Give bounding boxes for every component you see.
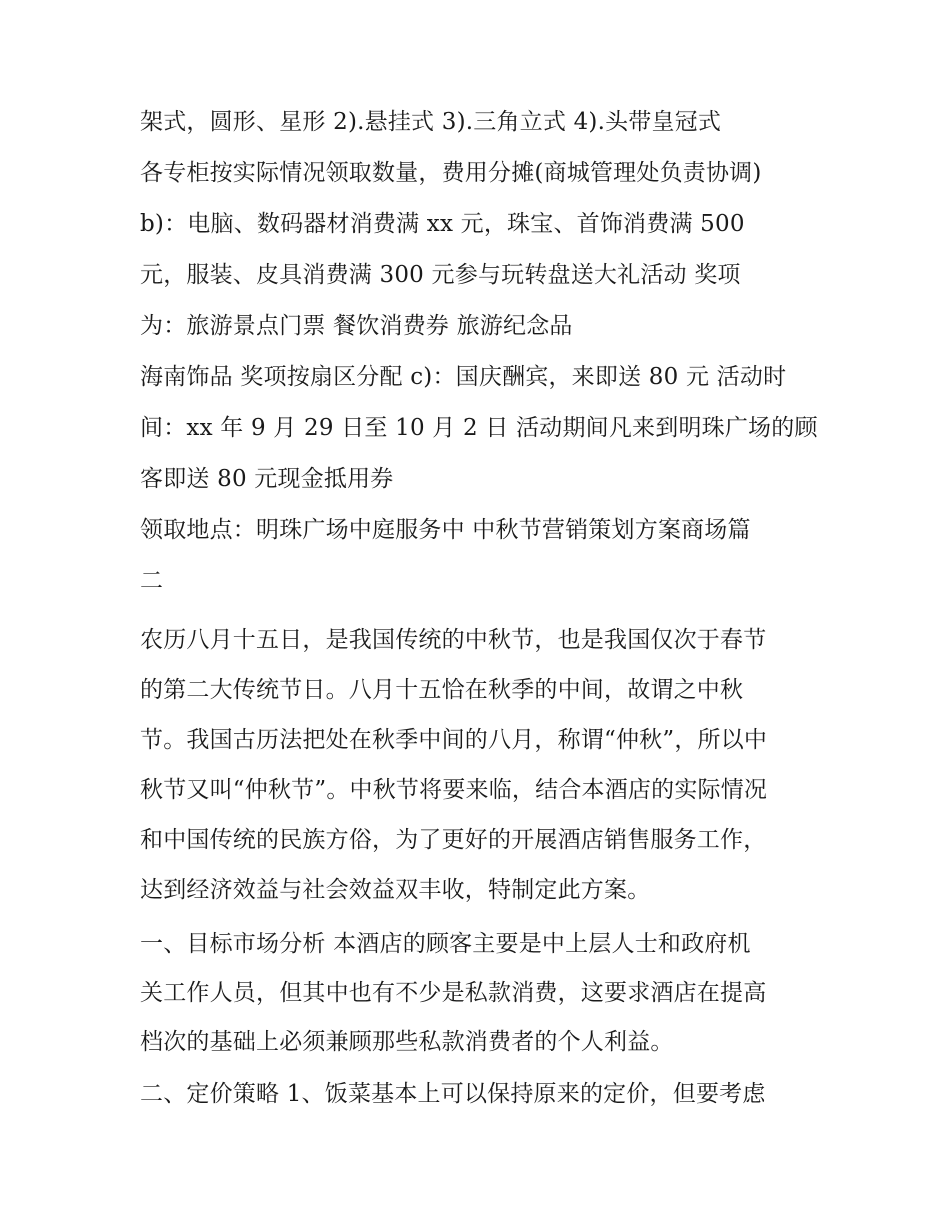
text-line: 和中国传统的民族方俗，为了更好的开展酒店销售服务工作， — [140, 827, 767, 853]
text-line: 领取地点：明珠广场中庭服务中 中秋节营销策划方案商场篇 — [140, 517, 751, 543]
text-line: 的第二大传统节日。八月十五恰在秋季的中间，故谓之中秋 — [140, 677, 744, 703]
text-line: 为：旅游景点门票 餐饮消费券 旅游纪念品 — [140, 313, 573, 339]
text-line: 一、目标市场分析 本酒店的顾客主要是中上层人士和政府机 — [140, 931, 751, 957]
text-line: 架式，圆形、星形 2).悬挂式 3).三角立式 4).头带皇冠式 — [140, 109, 722, 135]
text-line: b)：电脑、数码器材消费满 xx 元，珠宝、首饰消费满 500 — [140, 211, 745, 237]
text-line: 海南饰品 奖项按扇区分配 c)：国庆酬宾，来即送 80 元 活动时 — [140, 364, 787, 390]
text-line: 节。我国古历法把处在秋季中间的八月，称谓“仲秋”，所以中 — [140, 727, 768, 753]
text-line: 达到经济效益与社会效益双丰收，特制定此方案。 — [140, 877, 651, 903]
text-line: 元，服装、皮具消费满 300 元参与玩转盘送大礼活动 奖项 — [140, 262, 741, 288]
text-line: 档次的基础上必须兼顾那些私款消费者的个人利益。 — [140, 1029, 674, 1055]
text-line: 间：xx 年 9 月 29 日至 10 月 2 日 活动期间凡来到明珠广场的顾 — [140, 415, 818, 441]
text-line: 农历八月十五日，是我国传统的中秋节，也是我国仅次于春节 — [140, 627, 767, 653]
text-line: 二、定价策略 1、饭菜基本上可以保持原来的定价，但要考虑 — [140, 1081, 766, 1107]
text-line: 秋节又叫“仲秋节”。中秋节将要来临，结合本酒店的实际情况 — [140, 777, 768, 803]
text-line: 二 — [140, 568, 164, 594]
text-line: 各专柜按实际情况领取数量，费用分摊(商城管理处负责协调) — [140, 160, 762, 186]
text-line: 关工作人员，但其中也有不少是私款消费，这要求酒店在提高 — [140, 980, 767, 1006]
text-line: 客即送 80 元现金抵用券 — [140, 466, 394, 492]
